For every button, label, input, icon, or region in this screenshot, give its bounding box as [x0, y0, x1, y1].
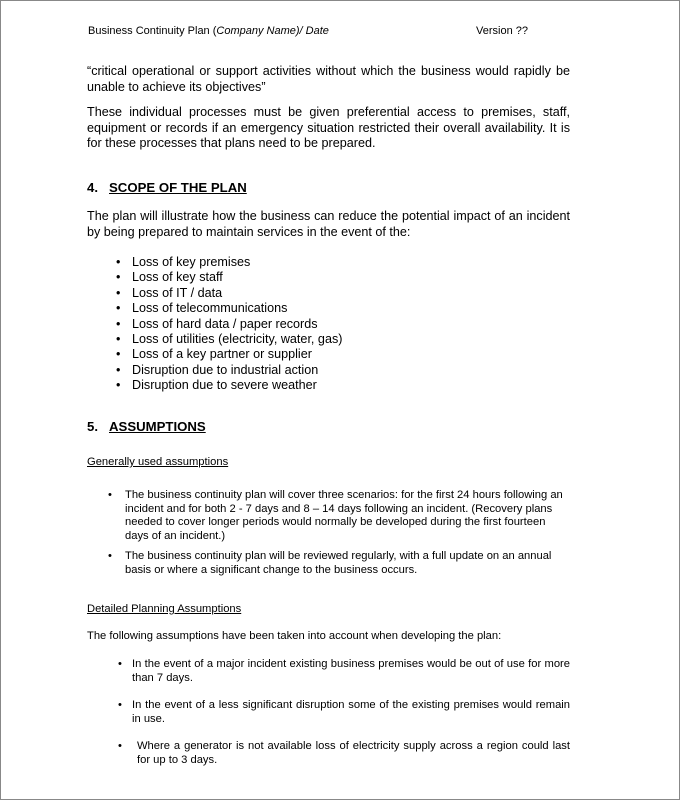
section-5-title: ASSUMPTIONS	[109, 419, 206, 434]
list-item: • In the event of a less significant disruption some of the existing premises would remain in use.	[118, 699, 570, 726]
scope-paragraph: The plan will illustrate how the business can reduce the potential impact of an incident by being prepared to maintain services in the event of the:	[87, 209, 570, 239]
header-version: Version ??	[476, 25, 528, 37]
list-item: • Loss of utilities (electricity, water, gas)	[116, 332, 342, 347]
list-item: • Loss of key premises	[116, 255, 342, 270]
list-item: • Loss of IT / data	[116, 286, 342, 301]
section-4-heading	[87, 180, 247, 195]
list-item: • Loss of hard data / paper records	[116, 317, 342, 332]
list-item: • Where a generator is not available loss of electricity supply across a region could last for up to 3 days.	[118, 740, 570, 767]
list-item: • Disruption due to severe weather	[116, 378, 342, 393]
list-item: • The business continuity plan will cover three scenarios: for the first 24 hours following an incident and for both 2 - 7 days and 8 – 14 days following an incident. (Recovery plans needed to cover longer periods would normally be developed during the first fourteen days of an incident.)	[108, 489, 570, 543]
section-4-number: 4.	[87, 180, 98, 195]
detailed-assumptions-list	[118, 658, 570, 782]
list-item: • The business continuity plan will be reviewed regularly, with a full update on an annual basis or where a significant change to the business occurs.	[108, 550, 570, 577]
list-item: • Loss of key staff	[116, 270, 342, 285]
list-item: • Loss of telecommunications	[116, 301, 342, 316]
processes-paragraph: These individual processes must be given preferential access to premises, staff, equipment or records if an emergency situation restricted their overall availability. It is for these processes that plans need to be prepared.	[87, 105, 570, 150]
section-4-title: SCOPE OF THE PLAN	[109, 180, 247, 195]
detailed-intro: The following assumptions have been taken into account when developing the plan:	[87, 630, 502, 642]
detailed-assumptions-heading: Detailed Planning Assumptions	[87, 603, 242, 615]
list-item: • Loss of a key partner or supplier	[116, 347, 342, 362]
general-assumptions-heading: Generally used assumptions	[87, 456, 229, 468]
scope-list	[116, 255, 342, 394]
header-company-date: Company Name)/ Date	[216, 25, 329, 37]
list-item: • Disruption due to industrial action	[116, 363, 342, 378]
list-item: • In the event of a major incident existing business premises would be out of use for more than 7 days.	[118, 658, 570, 685]
section-5-heading	[87, 419, 206, 434]
general-assumptions-list	[108, 489, 570, 585]
section-5-number: 5.	[87, 419, 98, 434]
quote-paragraph: “critical operational or support activities without which the business would rapidly be unable to achieve its objectives”	[87, 64, 570, 94]
header-title: Business Continuity Plan (Company Name)/ Date	[88, 25, 329, 37]
